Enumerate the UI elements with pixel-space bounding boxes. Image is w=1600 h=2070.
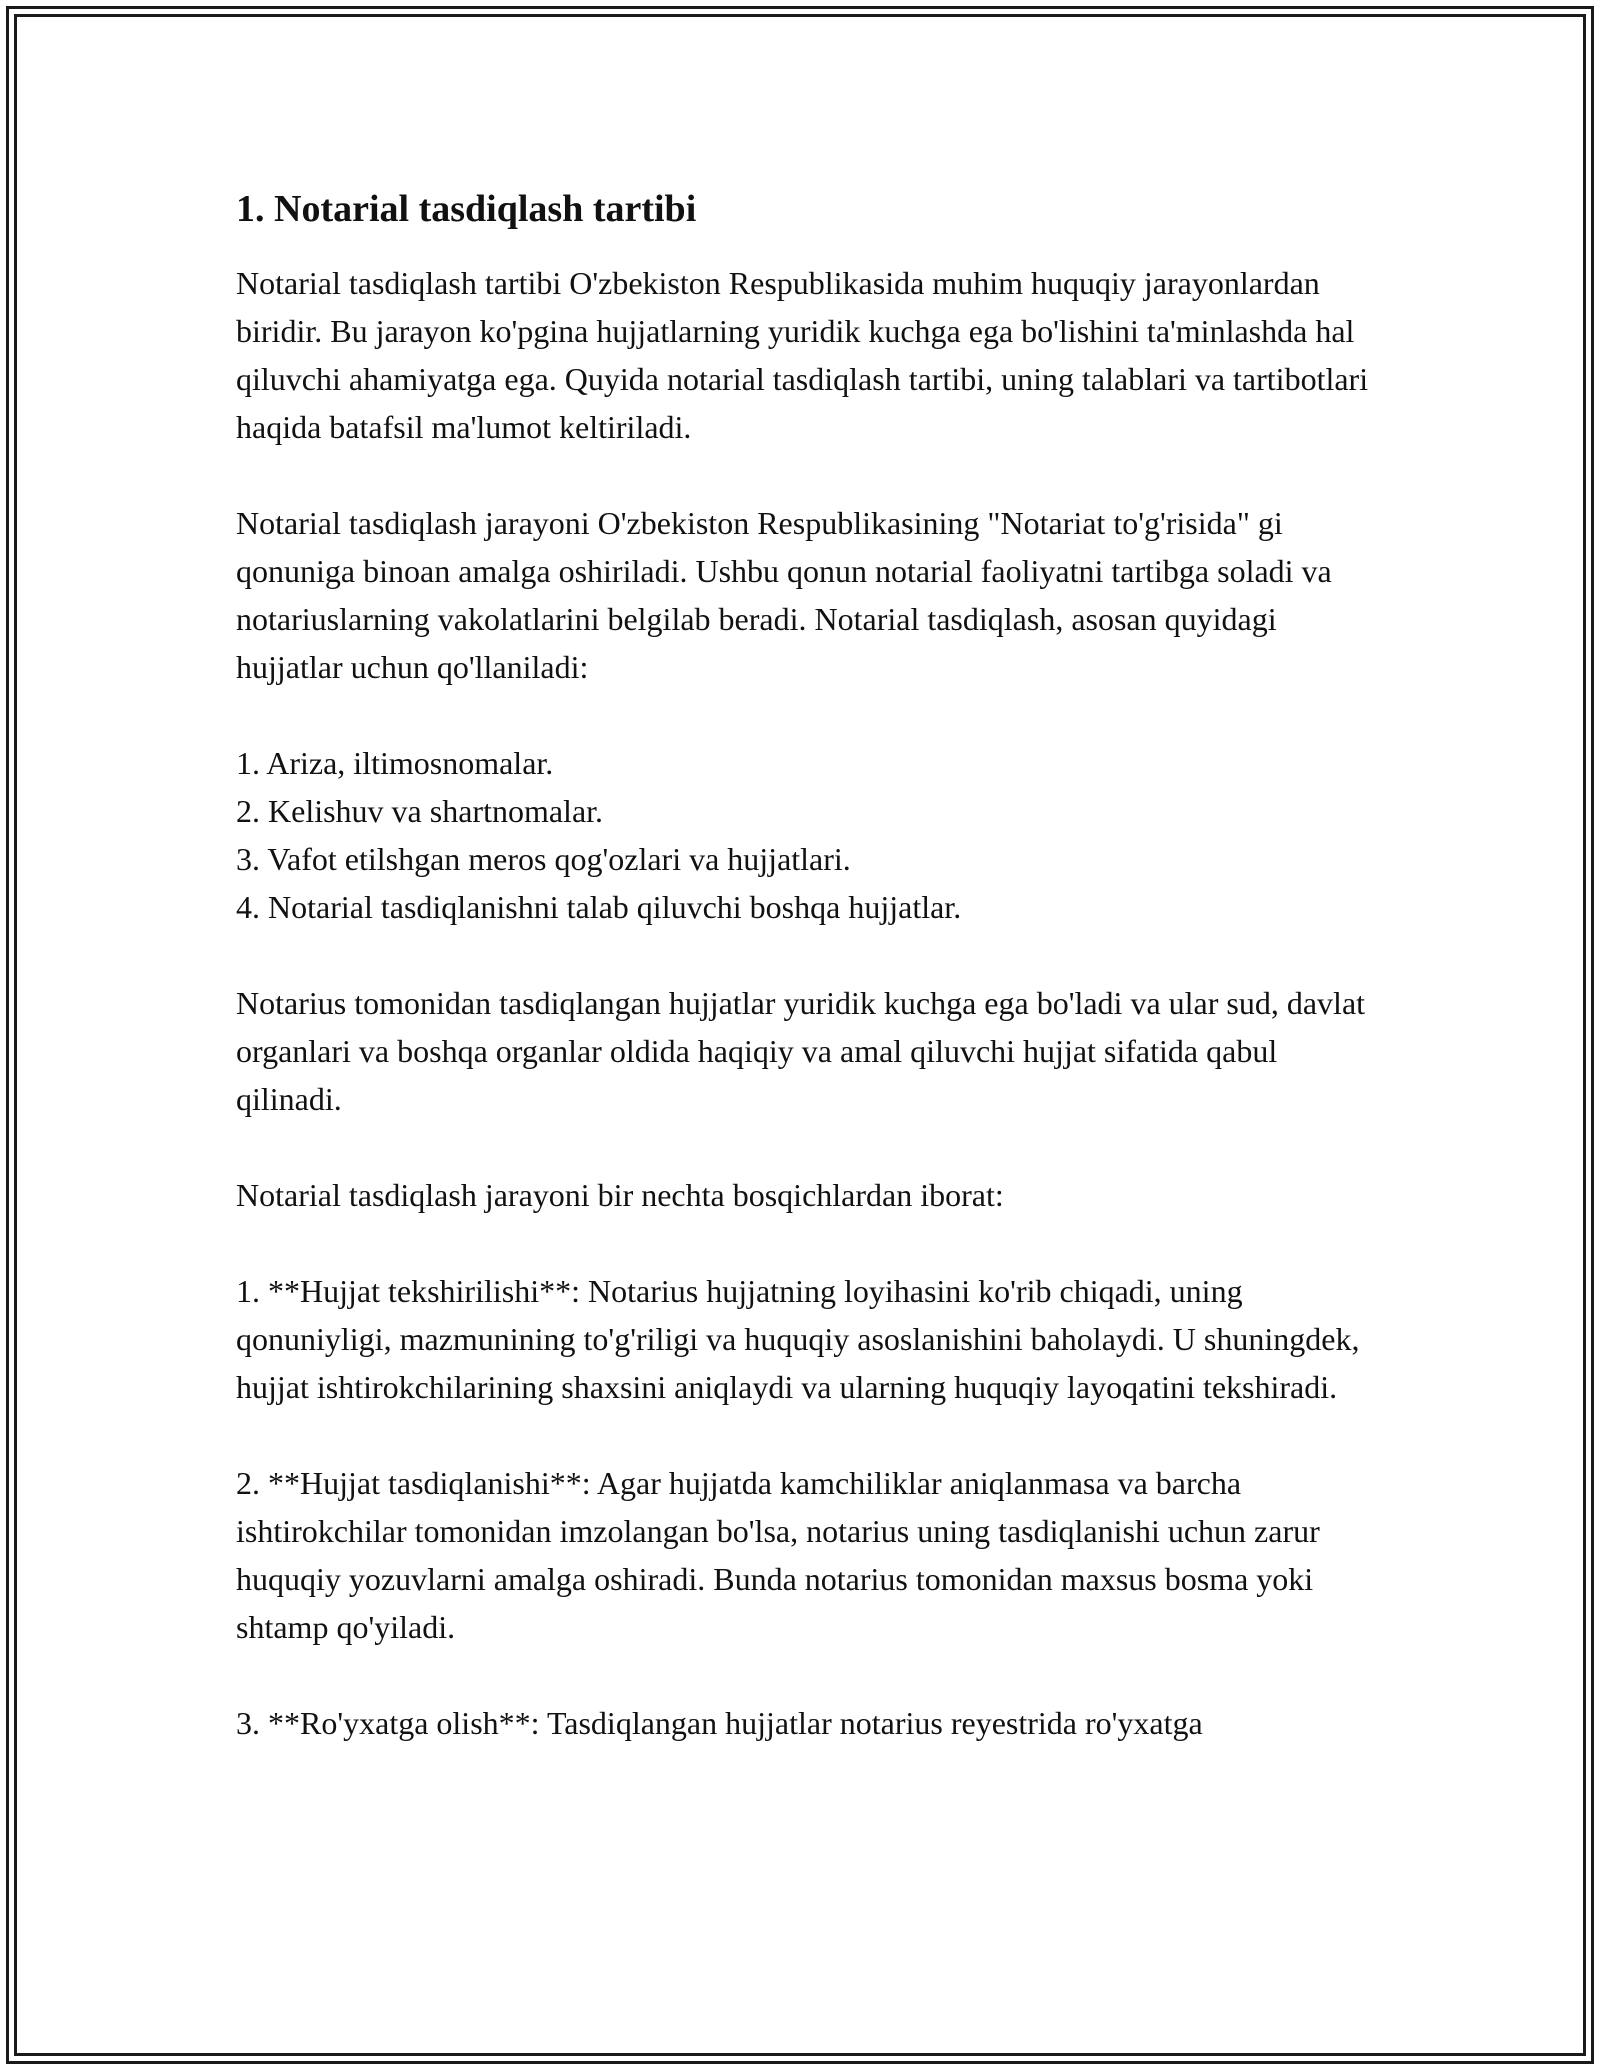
legal-force-paragraph: Notarius tomonidan tasdiqlangan hujjatlar yuridik kuchga ega bo'ladi va ular sud, davlat organlari va boshqa organlar oldida haqiqiy va amal qiluvchi hujjat sifatida qabul qilinadi. — [236, 985, 1366, 1117]
list-item: 2. Kelishuv va shartnomalar. — [236, 793, 604, 829]
legal-basis-paragraph: Notarial tasdiqlash jarayoni O'zbekiston Respublikasining "Notariat to'g'risida" gi qonuniga binoan amalga oshiriladi. Ushbu qonun notarial faoliyatni tartibga soladi va notariuslarning vakolatlarini belgilab beradi. Notarial tasdiqlash, asosan quyidagi hujjatlar uchun qo'llaniladi: — [236, 505, 1332, 685]
list-item: 3. Vafot etilshgan meros qog'ozlari va hujjatlari. — [236, 841, 851, 877]
step-paragraph: 3. **Ro'yxatga olish**: Tasdiqlangan hujjatlar notarius reyestrida ro'yxatga — [236, 1705, 1203, 1741]
document-body — [236, 185, 1376, 1747]
stages-intro-paragraph: Notarial tasdiqlash jarayoni bir nechta bosqichlardan iborat: — [236, 1177, 1004, 1213]
list-item: 4. Notarial tasdiqlanishni talab qiluvchi boshqa hujjatlar. — [236, 889, 962, 925]
step-paragraph: 2. **Hujjat tasdiqlanishi**: Agar hujjatda kamchiliklar aniqlanmasa va barcha ishtirokchilar tomonidan imzolangan bo'lsa, notarius uning tasdiqlanishi uchun zarur huquqiy yozuvlarni amalga oshiradi. Bunda notarius tomonidan maxsus bosma yoki shtamp qo'yiladi. — [236, 1465, 1320, 1645]
intro-paragraph: Notarial tasdiqlash tartibi O'zbekiston Respublikasida muhim huquqiy jarayonlardan biridir. Bu jarayon ko'pgina hujjatlarning yuridik kuchga ega bo'lishini ta'minlashda hal qiluvchi ahamiyatga ega. Quyida notarial tasdiqlash tartibi, uning talablari va tartibotlari haqida batafsil ma'lumot keltiriladi. — [236, 265, 1369, 445]
list-item: 1. Ariza, iltimosnomalar. — [236, 745, 554, 781]
section-title: 1. Notarial tasdiqlash tartibi — [236, 188, 697, 230]
document-type-list — [236, 739, 1376, 931]
step-paragraph: 1. **Hujjat tekshirilishi**: Notarius hujjatning loyihasini ko'rib chiqadi, uning qonuniyligi, mazmunining to'g'riligi va huquqiy asoslanishini baholaydi. U shuningdek, hujjat ishtirokchilarining shaxsini aniqlaydi va ularning huquqiy layoqatini tekshiradi. — [236, 1273, 1360, 1405]
